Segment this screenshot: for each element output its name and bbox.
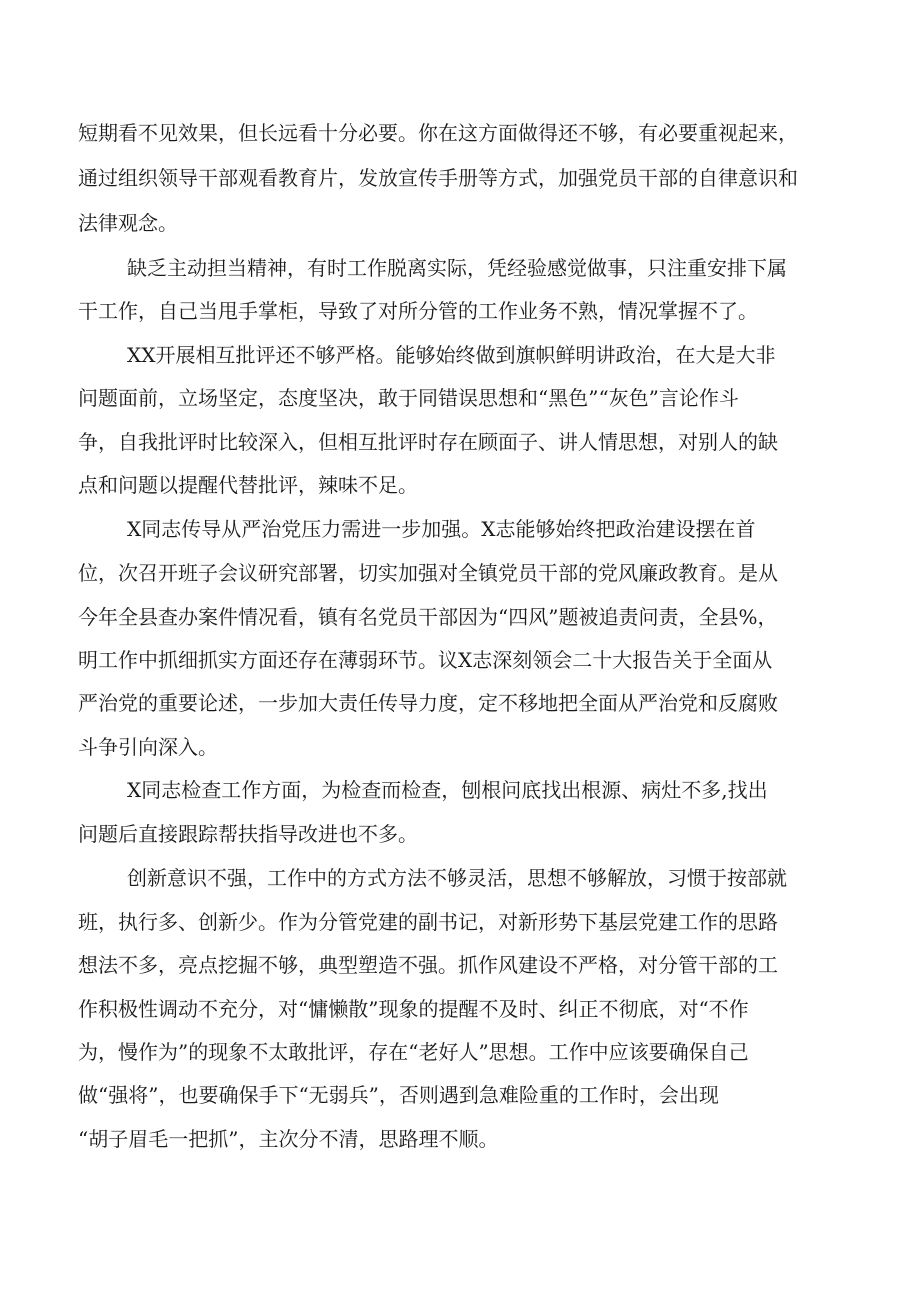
- paragraph-4-line-5: 严治党的重要论述，一步加大责任传导力度，定不移地把全面从严治党和反腐败: [78, 691, 778, 715]
- paragraph-6-line-5: 为，慢作为”的现象不太敢批评，存在“老好人”思想。工作中应该要确保自己: [78, 1040, 749, 1064]
- paragraph-3-line-4: 点和问题以提醒代替批评，辣味不足。: [78, 473, 418, 497]
- paragraph-5-line-1: X同志检查工作方面，为检查而检查，刨根问底找出根源、病灶不多,找出: [127, 778, 768, 802]
- paragraph-3-line-2: 问题面前，立场坚定，态度坚决，敢于同错误思想和“黑色”“灰色”言论作斗: [78, 386, 739, 410]
- paragraph-6-line-1: 创新意识不强，工作中的方式方法不够灵活，思想不够解放，习惯于按部就: [127, 866, 787, 890]
- paragraph-6-line-4: 作积极性调动不充分，对“慵懒散”现象的提醒不及时、纠正不彻底，对“不作: [78, 997, 749, 1021]
- paragraph-5-line-2: 问题后直接跟踪帮扶指导改进也不多。: [78, 822, 418, 846]
- paragraph-2-line-1: 缺乏主动担当精神，有时工作脱离实际，凭经验感觉做事，只注重安排下属: [127, 256, 787, 280]
- paragraph-6-line-3: 想法不多，亮点挖掘不够，典型塑造不强。抓作风建设不严格，对分管干部的工: [78, 953, 778, 977]
- paragraph-1-line-1: 短期看不见效果，但长远看十分必要。你在这方面做得还不够，有必要重视起来，: [78, 121, 798, 145]
- paragraph-2-line-2: 干工作，自己当甩手掌柜，导致了对所分管的工作业务不熟，情况掌握不了。: [78, 299, 758, 323]
- paragraph-4-line-4: 明工作中抓细抓实方面还存在薄弱环节。议X志深刻领会二十大报告关于全面从: [78, 648, 773, 672]
- paragraph-6-line-2: 班，执行多、创新少。作为分管党建的副书记，对新形势下基层党建工作的思路: [78, 910, 778, 934]
- paragraph-6-line-7: “胡子眉毛一把抓”，主次分不清，思路理不顺。: [78, 1127, 499, 1151]
- paragraph-4-line-6: 斗争引向深入。: [78, 735, 218, 759]
- paragraph-3-line-3: 争，自我批评时比较深入，但相互批评时存在顾面子、讲人情思想，对别人的缺: [78, 430, 778, 454]
- paragraph-6-line-6: 做“强将”，也要确保手下“无弱兵”，否则遇到急难险重的工作时，会出现: [78, 1083, 719, 1107]
- paragraph-3-line-1: XX开展相互批评还不够严格。能够始终做到旗帜鲜明讲政治，在大是大非: [127, 343, 776, 367]
- paragraph-4-line-2: 位，次召开班子会议研究部署，切实加强对全镇党员干部的党风廉政教育。是从: [78, 561, 778, 585]
- paragraph-1-line-2: 通过组织领导干部观看教育片，发放宣传手册等方式，加强党员干部的自律意识和: [78, 166, 798, 190]
- paragraph-4-line-1: X同志传导从严治党压力需进一步加强。X志能够始终把政治建设摆在首: [127, 517, 756, 541]
- paragraph-1-line-3: 法律观念。: [78, 211, 178, 235]
- paragraph-4-line-3: 今年全县查办案件情况看，镇有名党员干部因为“四风”题被追责问责，全县%，: [78, 605, 778, 629]
